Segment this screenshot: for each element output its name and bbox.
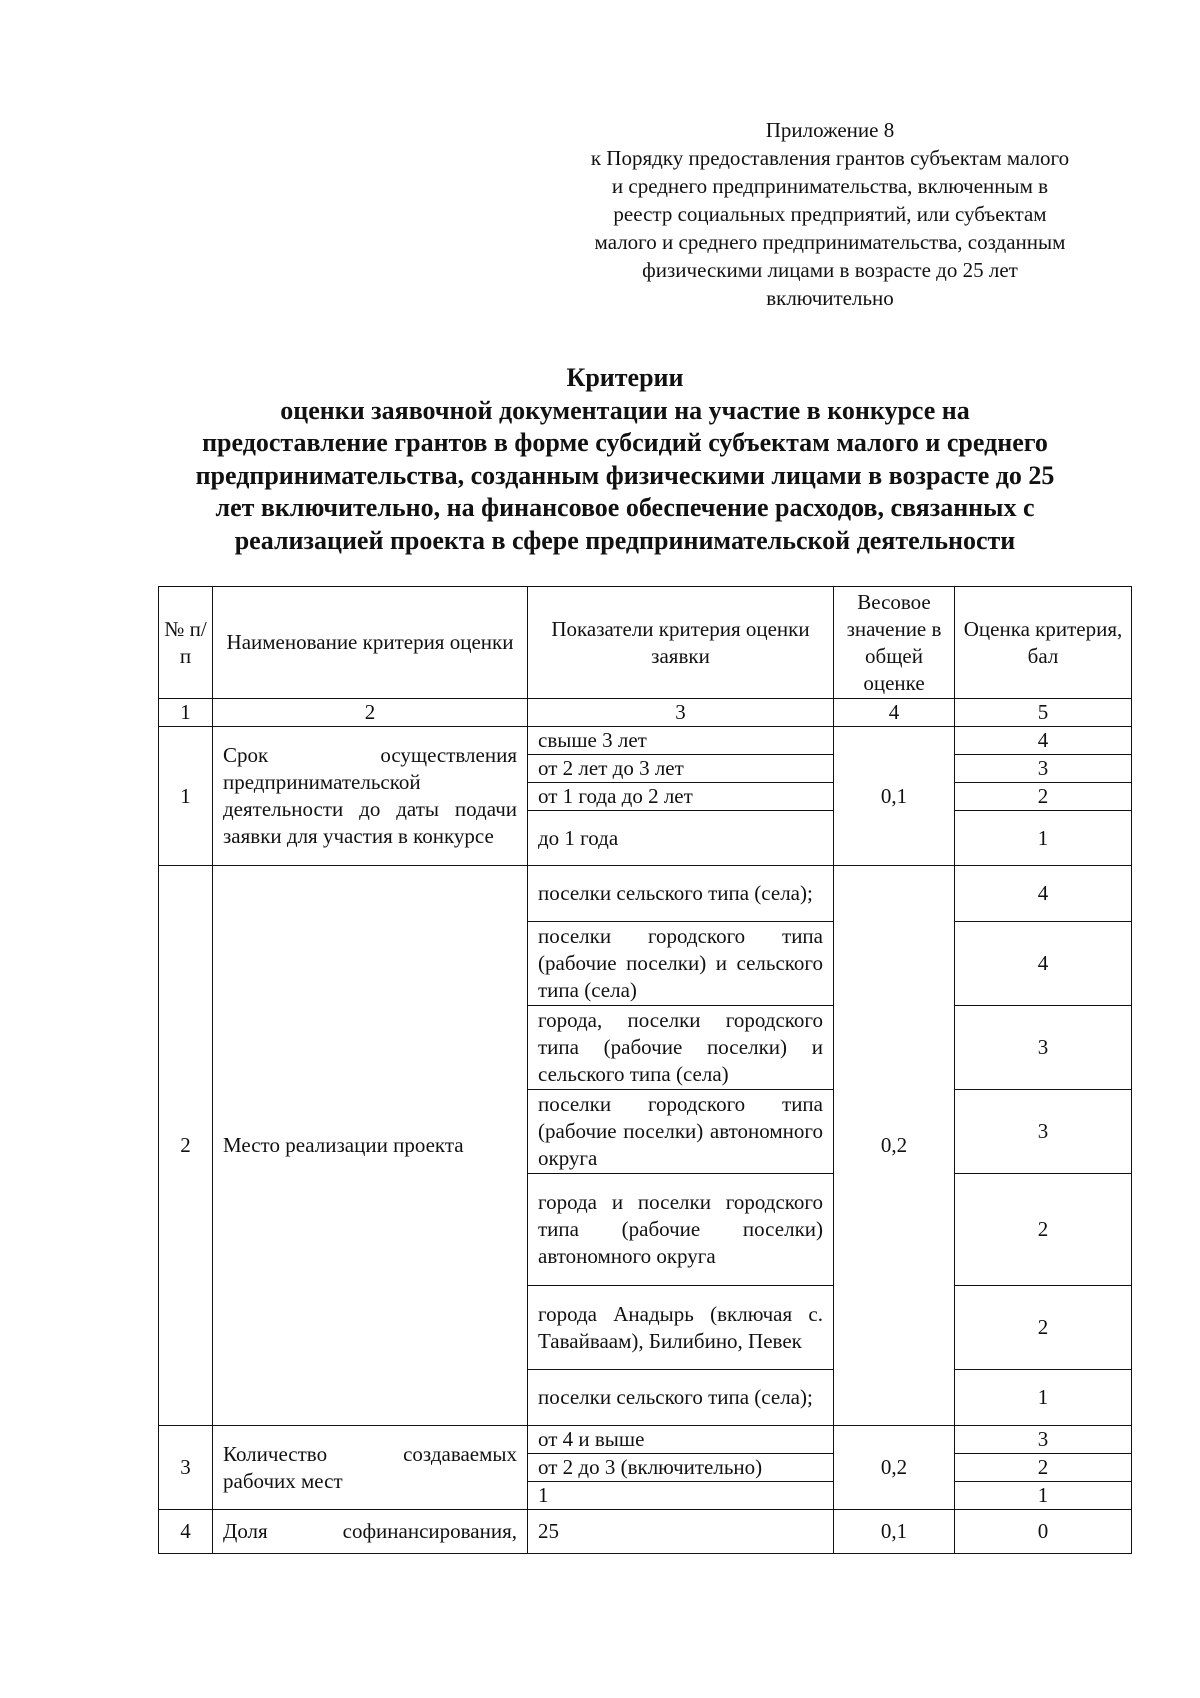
header-score: Оценка критерия, бал <box>955 587 1132 699</box>
criterion-name: Место реализации проекта <box>213 866 528 1426</box>
appendix-line: реестр социальных предприятий, или субъектам <box>613 202 1047 226</box>
appendix-line: и среднего предпринимательства, включенным в <box>611 174 1049 198</box>
criterion-indicator: от 4 и выше <box>528 1426 834 1454</box>
criterion-name: Доля софинансирования, <box>213 1510 528 1554</box>
appendix-line: Приложение 8 <box>765 118 895 142</box>
criterion-score: 2 <box>955 783 1132 811</box>
criterion-score: 4 <box>955 922 1132 1006</box>
criterion-weight: 0,2 <box>834 866 955 1426</box>
criterion-score: 3 <box>955 755 1132 783</box>
criterion-score: 1 <box>955 811 1132 866</box>
column-number: 1 <box>159 699 213 727</box>
criterion-indicator: от 2 до 3 (включительно) <box>528 1454 834 1482</box>
column-number: 2 <box>213 699 528 727</box>
title-line: лет включительно, на финансовое обеспечение расходов, связанных с <box>215 493 1035 522</box>
criterion-score: 4 <box>955 866 1132 922</box>
criterion-indicator: до 1 года <box>528 811 834 866</box>
criterion-weight: 0,2 <box>834 1426 955 1510</box>
appendix-line: малого и среднего предпринимательства, созданным <box>594 230 1066 254</box>
title-line: предпринимательства, созданным физическими лицами в возрасте до 25 <box>195 460 1055 490</box>
appendix-header <box>550 116 1110 312</box>
header-indicators: Показатели критерия оценки заявки <box>528 587 834 699</box>
criterion-score: 3 <box>955 1426 1132 1454</box>
criterion-score: 1 <box>955 1482 1132 1510</box>
criterion-score: 1 <box>955 1370 1132 1426</box>
title-line: реализацией проекта в сфере предпринимательской деятельности <box>234 525 1016 555</box>
criterion-score: 0 <box>955 1510 1132 1554</box>
criterion-score: 4 <box>955 727 1132 755</box>
table-row <box>159 866 1132 922</box>
criterion-score: 2 <box>955 1174 1132 1286</box>
column-number: 3 <box>528 699 834 727</box>
criterion-weight: 0,1 <box>834 1510 955 1554</box>
appendix-line: к Порядку предоставления грантов субъектам малого <box>590 146 1070 170</box>
criterion-score: 3 <box>955 1006 1132 1090</box>
criterion-indicator: города и поселки городского типа (рабочие поселки) автономного округа <box>528 1174 834 1286</box>
criterion-num: 4 <box>159 1510 213 1554</box>
header-criterion-name: Наименование критерия оценки <box>213 587 528 699</box>
criterion-score: 2 <box>955 1286 1132 1370</box>
criterion-indicator: 25 <box>528 1510 834 1554</box>
table-row <box>159 727 1132 755</box>
title-line: Критерии <box>566 363 684 392</box>
criterion-score: 2 <box>955 1454 1132 1482</box>
column-number: 4 <box>834 699 955 727</box>
criterion-name: Количество создаваемых рабочих мест <box>213 1426 528 1510</box>
criterion-indicator: поселки сельского типа (села); <box>528 1370 834 1426</box>
column-number: 5 <box>955 699 1132 727</box>
criterion-indicator: города Анадырь (включая с. Тавайваам), Билибино, Певек <box>528 1286 834 1370</box>
appendix-line: физическими лицами в возрасте до 25 лет <box>642 258 1018 282</box>
criterion-indicator: города, поселки городского типа (рабочие поселки) и сельского типа (села) <box>528 1006 834 1090</box>
criterion-weight: 0,1 <box>834 727 955 866</box>
table-row <box>159 1426 1132 1454</box>
criteria-table <box>158 586 1132 1554</box>
criterion-indicator: поселки городского типа (рабочие поселки) автономного округа <box>528 1090 834 1174</box>
criterion-num: 3 <box>159 1426 213 1510</box>
column-number-row <box>159 699 1132 727</box>
criterion-indicator: 1 <box>528 1482 834 1510</box>
title-line: оценки заявочной документации на участие в конкурсе на <box>280 395 970 425</box>
criterion-indicator: поселки сельского типа (села); <box>528 866 834 922</box>
appendix-line: включительно <box>766 286 894 310</box>
criterion-indicator: от 1 года до 2 лет <box>528 783 834 811</box>
criterion-indicator: поселки городского типа (рабочие поселки) и сельского типа (села) <box>528 922 834 1006</box>
criterion-name: Срок осуществления предпринимательской деятельности до даты подачи заявки для участия в конкурсе <box>213 727 528 866</box>
criterion-score: 3 <box>955 1090 1132 1174</box>
header-row <box>159 587 1132 699</box>
criterion-num: 2 <box>159 866 213 1426</box>
title-line: предоставление грантов в форме субсидий субъектам малого и среднего <box>202 428 1048 457</box>
table-row <box>159 1510 1132 1554</box>
criterion-indicator: свыше 3 лет <box>528 727 834 755</box>
criterion-num: 1 <box>159 727 213 866</box>
criterion-indicator: от 2 лет до 3 лет <box>528 755 834 783</box>
header-num: № п/п <box>159 587 213 699</box>
document-title <box>140 362 1110 557</box>
header-weight: Весовое значение в общей оценке <box>834 587 955 699</box>
